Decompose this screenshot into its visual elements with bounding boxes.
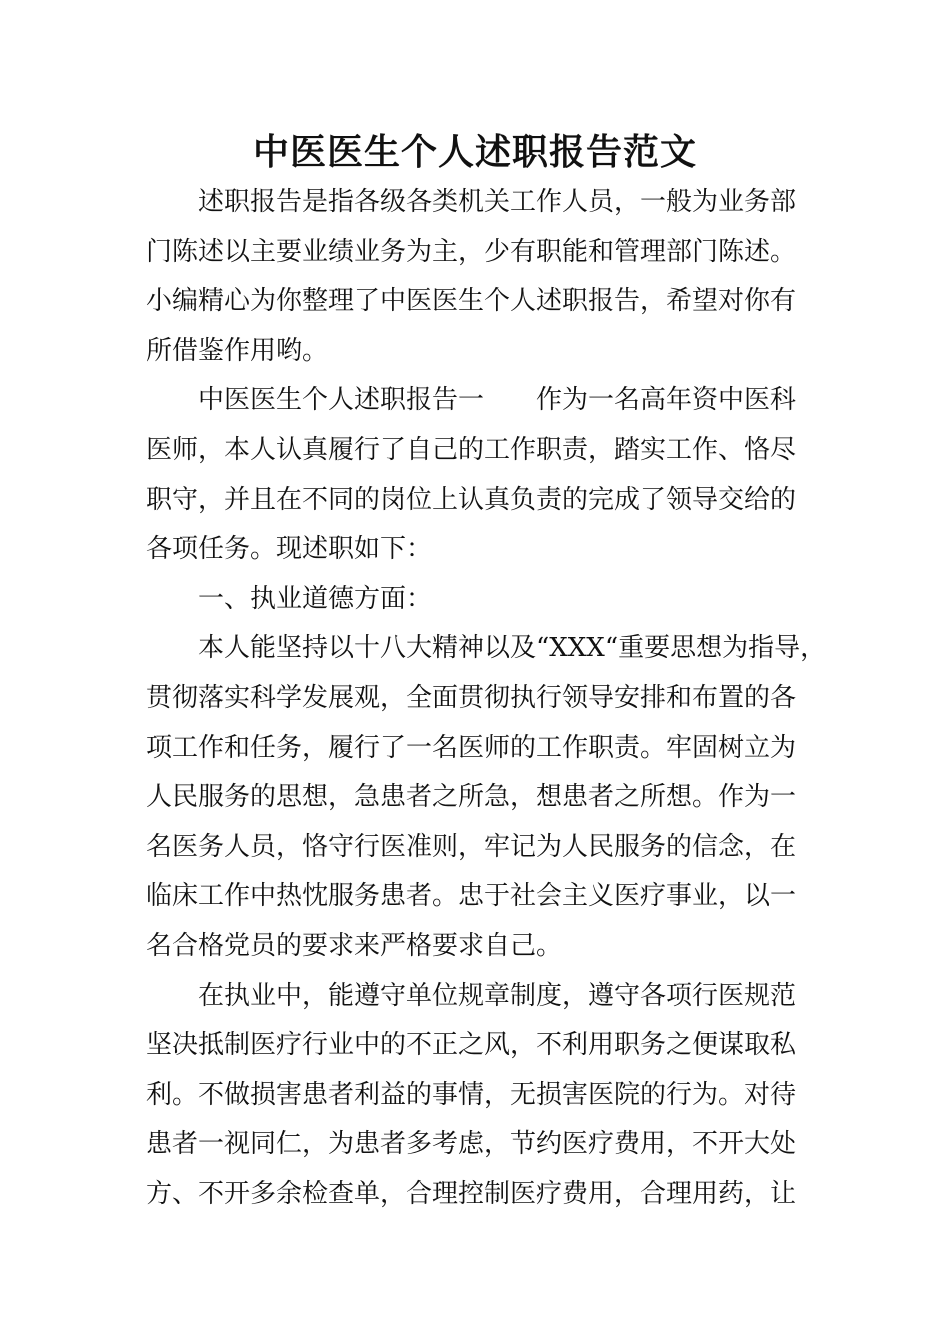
text-line: 利。不做损害患者利益的事情，无损害医院的行为。对待: [146, 1079, 797, 1110]
text-line: 各项任务。现述职如下：: [146, 534, 433, 565]
text-line: 名合格党员的要求来严格要求自己。: [146, 930, 563, 961]
document-title: 中医医生个人述职报告范文: [252, 131, 697, 173]
text-line: 项工作和任务，履行了一名医师的工作职责。牢固树立为: [146, 732, 797, 763]
text-line: 人民服务的思想，急患者之所急，想患者之所想。作为一: [146, 782, 797, 813]
text-line: 名医务人员，恪守行医准则，牢记为人民服务的信念，在: [146, 831, 797, 862]
text-line: 方、不开多余检查单，合理控制医疗费用，合理用药，让: [146, 1178, 797, 1209]
text-line: 患者一视同仁，为患者多考虑，节约医疗费用，不开大处: [146, 1129, 797, 1160]
text-fragment: 作为一名高年资中医科: [536, 385, 797, 416]
text-line: 贯彻落实科学发展观，全面贯彻执行领导安排和布置的各: [146, 682, 797, 713]
text-line: 一、执业道德方面：: [198, 583, 433, 614]
text-line: 职守，并且在不同的岗位上认真负责的完成了领导交给的: [146, 484, 797, 515]
text-line: 医师，本人认真履行了自己的工作职责，踏实工作、恪尽: [146, 434, 797, 465]
text-line: 小编精心为你整理了中医医生个人述职报告，希望对你有: [146, 286, 797, 317]
text-line: 本人能坚持以十八大精神以及“XXX“重要思想为指导，: [198, 633, 827, 664]
paragraph-report-one: [146, 376, 810, 574]
text-line: 所借鉴作用哟。: [146, 335, 329, 366]
text-line: 临床工作中热忱服务患者。忠于社会主义医疗事业，以一: [146, 881, 797, 912]
text-line: 坚决抵制医疗行业中的不正之风，不利用职务之便谋取私: [146, 1030, 797, 1061]
text-line: 述职报告是指各级各类机关工作人员，一般为业务部: [198, 187, 797, 217]
paragraph-ethics: [146, 624, 827, 971]
document-body: [146, 178, 827, 1219]
paragraph-section-heading: [146, 575, 810, 625]
paragraph-intro: [146, 178, 810, 376]
text-line: 在执业中，能遵守单位规章制度，遵守各项行医规范: [198, 980, 797, 1011]
text-line: [146, 376, 810, 426]
paragraph-practice: [146, 972, 810, 1220]
text-line: 门陈述以主要业绩业务为主，少有职能和管理部门陈述。: [146, 236, 797, 267]
section-heading: 中医医生个人述职报告一: [198, 385, 485, 416]
